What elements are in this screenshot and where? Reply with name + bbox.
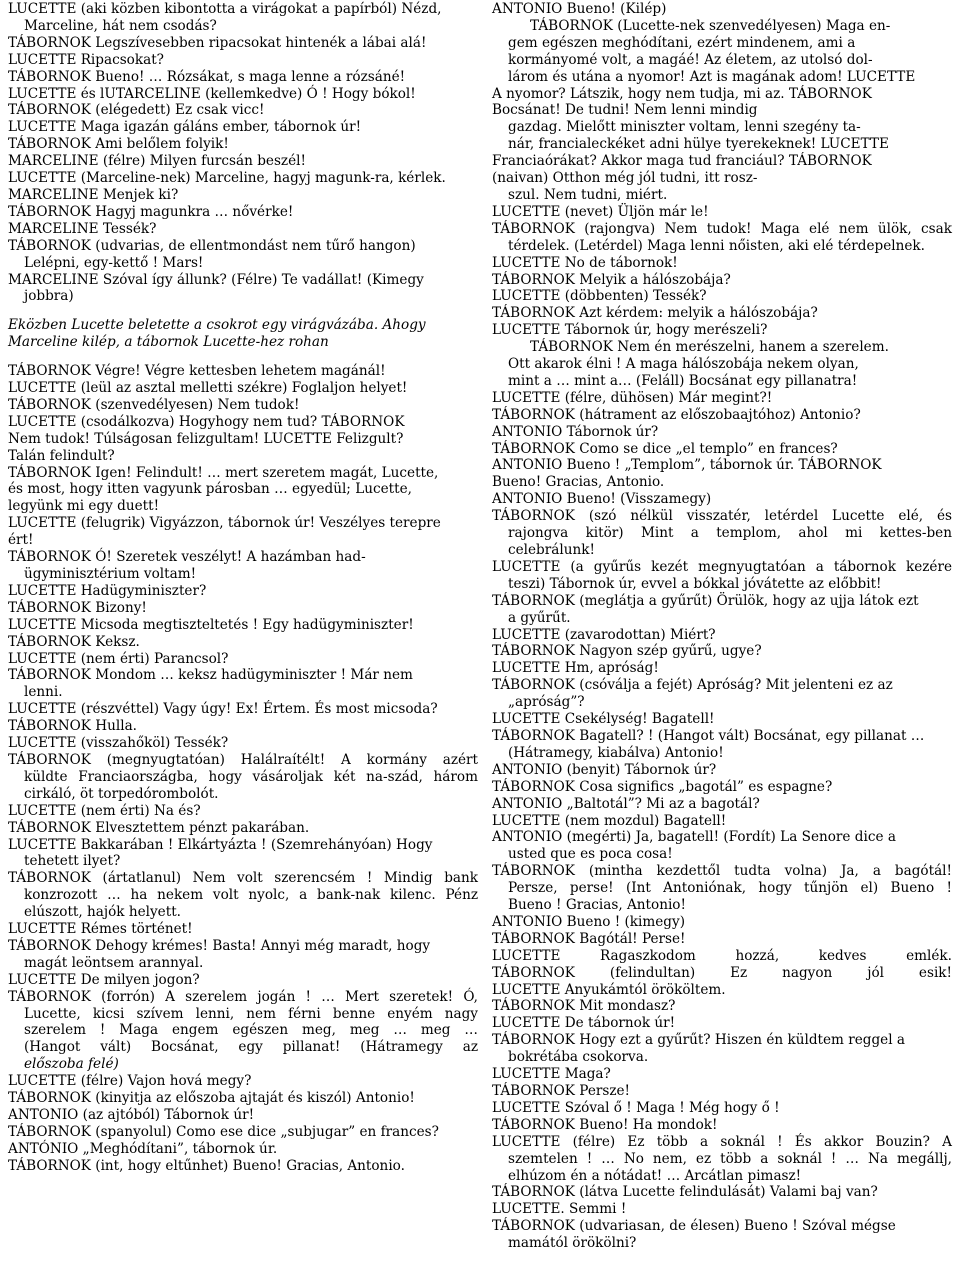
dialogue-line: magát leöntsem arannyal. bbox=[24, 954, 204, 971]
dialogue-line: Bocsánat! De tudni! Nem lenni mindig bbox=[492, 102, 758, 119]
dialogue-line: TÁBORNOK (szenvedélyesen) Nem tudok! bbox=[8, 396, 300, 413]
dialogue-line: TÁBORNOK Nem én merészelni, hanem a szerelem. bbox=[530, 339, 889, 356]
dialogue-line: LUCETTE (felugrik) Vigyázzon, tábornok úr! Veszélyes terepre bbox=[8, 515, 441, 532]
dialogue-line: TÁBORNOK Mondom … keksz hadügyminiszter ! Már nem bbox=[8, 667, 413, 684]
dialogue-line: LUCETTE De tábornok úr! bbox=[492, 1015, 676, 1032]
dialogue-line: LUCETTE (részvéttel) Vagy úgy! Ex! Értem. És most micsoda? bbox=[8, 701, 438, 718]
dialogue-line: LUCETTE (nevet) Üljön már le! bbox=[492, 203, 709, 220]
dialogue-line: térdelek. (Letérdel) Maga lenni nőisten, aki elé térdepelnek. bbox=[508, 237, 925, 254]
dialogue-line: LUCETTE Hadügyminiszter? bbox=[8, 582, 207, 599]
dialogue-line: mamától örökölni? bbox=[508, 1235, 637, 1252]
dialogue-line: a gyűrűt. bbox=[508, 609, 571, 626]
dialogue-line: TÁBORNOK (rajongva) Nem tudok! Maga elé nem ülök, csak bbox=[492, 220, 952, 237]
dialogue-line: mint a … mint a… (Feláll) Bocsánat egy pillanatra! bbox=[508, 372, 858, 389]
dialogue-line: ért! bbox=[8, 532, 34, 549]
dialogue-line: teszi) Tábornok úr, evvel a bókkal jóvátette az előbbit! bbox=[508, 575, 882, 592]
dialogue-line: TÁBORNOK Cosa significs „bagotál” es espagne? bbox=[492, 778, 833, 795]
left-column bbox=[8, 1, 478, 1175]
dialogue-line: lenni. bbox=[24, 684, 63, 701]
dialogue-line: LUCETTE (döbbenten) Tessék? bbox=[492, 288, 707, 305]
dialogue-line: Bueno! Gracias, Antonio. bbox=[492, 474, 665, 491]
dialogue-line: Persze, perse! (Int Antoniónak, hogy tűnjön el) Bueno ! bbox=[508, 880, 952, 897]
dialogue-line: TÁBORNOK Azt kérdem: melyik a hálószobája? bbox=[492, 305, 818, 322]
dialogue-line: A nyomor? Látszik, hogy nem tudja, mi az. TÁBORNOK bbox=[492, 85, 872, 102]
dialogue-line: ANTONIO Bueno ! „Templom”, tábornok úr. TÁBORNOK bbox=[492, 457, 882, 474]
dialogue-line: TÁBORNOK (int, hogy eltűnhet) Bueno! Gracias, Antonio. bbox=[8, 1157, 405, 1174]
dialogue-line: LUCETTE Maga? bbox=[492, 1066, 611, 1083]
dialogue-line: LUCETTE (nem mozdul) Bagatell! bbox=[492, 812, 727, 829]
dialogue-line: LUCETTE De milyen jogon? bbox=[8, 971, 200, 988]
dialogue-line: Nem tudok! Túlságosan felizgultam! LUCETTE Felizgult? bbox=[8, 430, 404, 447]
dialogue-line: LUCETTE (visszahőköl) Tessék? bbox=[8, 735, 229, 752]
dialogue-line: ANTÓNIO „Meghódítani”, tábornok úr. bbox=[8, 1140, 278, 1157]
dialogue-line: elhúzom én a nótádat! … Arcátlan pimasz! bbox=[508, 1167, 802, 1184]
paragraph-spacer bbox=[8, 351, 478, 363]
dialogue-line: TÁBORNOK Bueno! … Rózsákat, s maga lenne a rózsáné! bbox=[8, 68, 406, 85]
dialogue-line: LUCETTE Bakkarában ! Elkártyázta ! (Szemrehányóan) Hogy bbox=[8, 836, 433, 853]
dialogue-line: ANTONIO (az ajtóból) Tábornok úr! bbox=[8, 1107, 255, 1123]
dialogue-line: gazdag. Mielőtt miniszter voltam, lenni szegény ta- bbox=[508, 119, 861, 136]
dialogue-line: LUCETTE (aki közben kibontotta a virágokat a papírból) Nézd, bbox=[8, 1, 442, 17]
dialogue-line: jobbra) bbox=[24, 288, 74, 305]
dialogue-line: TÁBORNOK (forrón) A szerelem jogán ! … Mert szeretek! Ó, bbox=[8, 988, 478, 1005]
right-column bbox=[492, 1, 952, 1252]
dialogue-line: LUCETTE Rémes történet! bbox=[8, 921, 193, 938]
dialogue-line: TÁBORNOK (hátrament az előszobaajtóhoz) Antonio? bbox=[492, 406, 861, 423]
dialogue-line: gem egészen meghódítani, ezért mindenem, ami a bbox=[508, 34, 856, 51]
dialogue-line: LUCETTE Maga igazán gáláns ember, tábornok úr! bbox=[8, 119, 362, 136]
dialogue-line: Marceline, hát nem csodás? bbox=[24, 17, 217, 34]
dialogue-line: Ott akarok élni ! A maga hálószobája nekem olyan, bbox=[508, 356, 859, 373]
dialogue-line: ANTONIO Tábornok úr? bbox=[492, 423, 659, 440]
dialogue-line: TÁBORNOK (szó nélkül visszatér, letérdel Lucette elé, és bbox=[492, 508, 952, 525]
dialogue-line: LUCETTE (Marceline-nek) Marceline, hagyj magunk-ra, kérlek. bbox=[8, 170, 446, 187]
dialogue-line: TÁBORNOK (csóválja a fejét) Apróság? Mit jelenteni ez az bbox=[492, 677, 893, 694]
dialogue-line: TÁBORNOK Dehogy krémes! Basta! Annyi még maradt, hogy bbox=[8, 937, 431, 954]
dialogue-line: Talán felindult? bbox=[8, 447, 115, 464]
dialogue-line: ANTONIO Bueno ! (kimegy) bbox=[492, 913, 685, 930]
dialogue-line: Lucette, kicsi szívem lenni, nem férni benne enyém nagy bbox=[24, 1005, 478, 1022]
dialogue-line: szerelem ! Maga engem egészen meg, meg … meg … bbox=[24, 1022, 478, 1039]
dialogue-line: MARCELINE Szóval így állunk? (Félre) Te vadállat! (Kimegy bbox=[8, 271, 424, 288]
dialogue-line: ANTONIO „Baltotál”? Mi az a bagotál? bbox=[492, 795, 760, 812]
stage-direction-line: Eközben Lucette beletette a csokrot egy virágvázába. Ahogy bbox=[8, 317, 426, 334]
dialogue-line: TÁBORNOK Hagyj magunkra … nővérke! bbox=[8, 203, 294, 220]
dialogue-line: LUCETTE (csodálkozva) Hogyhogy nem tud? TÁBORNOK bbox=[8, 413, 405, 430]
dialogue-line: TÁBORNOK (meglátja a gyűrűt) Örülök, hogy az ujja látok ezt bbox=[492, 592, 919, 609]
dialogue-line: LUCETTE Csekélység! Bagatell! bbox=[492, 711, 715, 728]
dialogue-line: LUCETTE (félre) Ez több a soknál ! És akkor Bouzin? A bbox=[492, 1133, 952, 1150]
dialogue-line: TÁBORNOK Persze! bbox=[492, 1083, 631, 1099]
dialogue-line: TÁBORNOK (megnyugtatóan) Halálraítélt! A kormány azért bbox=[8, 751, 478, 768]
dialogue-line: TÁBORNOK (kinyitja az előszoba ajtaját és kiszól) Antonio! bbox=[8, 1090, 415, 1107]
dialogue-line: TÁBORNOK Hogy ezt a gyűrűt? Hiszen én küldtem reggel a bbox=[492, 1032, 906, 1049]
dialogue-line: TÁBORNOK (udvarias, de ellentmondást nem tűrő hangon) bbox=[8, 237, 416, 254]
dialogue-line: nár, francialeckéket adni hülye tyerekeknek! LUCETTE bbox=[508, 136, 889, 153]
dialogue-line: TÁBORNOK Bagatell? ! (Hangot vált) Bocsánat, egy pillanat … bbox=[492, 727, 925, 744]
dialogue-line: kormányomé volt, a magáé! Az életem, az utolsó dol- bbox=[508, 51, 873, 68]
dialogue-line: TÁBORNOK Bagótál! Perse! bbox=[492, 930, 686, 947]
dialogue-line: TÁBORNOK (felindultan) Ez nagyon jól esik! bbox=[492, 964, 952, 981]
dialogue-line: LUCETTE Szóval ő ! Maga ! Még hogy ő ! bbox=[492, 1099, 780, 1116]
dialogue-line: MARCELINE Menjek ki? bbox=[8, 186, 179, 203]
dialogue-line: LUCETTE (félre, dühösen) Már megint?! bbox=[492, 389, 773, 406]
dialogue-line: TÁBORNOK (udvariasan, de élesen) Bueno ! Szóval mégse bbox=[492, 1218, 896, 1235]
dialogue-line: TÁBORNOK Como se dice „el templo” en frances? bbox=[492, 440, 838, 457]
dialogue-line: TÁBORNOK (ártatlanul) Nem volt szerencsém ! Mindig bank bbox=[8, 870, 478, 887]
dialogue-line: LUCETTE Anyukámtól örököltem. bbox=[492, 981, 726, 998]
dialogue-line: LUCETTE (leül az asztal melletti székre) Foglaljon helyet! bbox=[8, 380, 408, 397]
dialogue-line: LUCETTE (nem érti) Parancsol? bbox=[8, 650, 229, 667]
dialogue-line: TÁBORNOK Mit mondasz? bbox=[492, 998, 676, 1015]
dialogue-line: küldte Franciaországba, hogy vásároljak két na-szád, három bbox=[24, 768, 478, 785]
dialogue-line: TÁBORNOK Ami belőlem folyik! bbox=[8, 136, 229, 153]
dialogue-line: konzrozott … ha nekem volt nyolc, a bank-nak kilenc. Pénz bbox=[24, 887, 478, 904]
dialogue-line: TÁBORNOK Nagyon szép gyűrű, ugye? bbox=[492, 643, 762, 660]
dialogue-line: TÁBORNOK (Lucette-nek szenvedélyesen) Maga en- bbox=[530, 17, 891, 34]
dialogue-line: szul. Nem tudni, miért. bbox=[508, 186, 668, 203]
dialogue-line: TÁBORNOK Végre! Végre kettesben lehetem magánál! bbox=[8, 363, 386, 380]
dialogue-line: TÁBORNOK (mintha kezdettől tudta volna) Ja, a bagótál! bbox=[492, 863, 952, 880]
stage-direction-line: előszoba felé) bbox=[24, 1056, 119, 1073]
dialogue-line: bokrétába csokorva. bbox=[508, 1049, 649, 1066]
dialogue-line: LUCETTE No de tábornok! bbox=[492, 254, 678, 271]
dialogue-line: ügyminisztérium voltam! bbox=[24, 566, 197, 582]
dialogue-line: LUCETTE Hm, apróság! bbox=[492, 660, 659, 677]
dialogue-line: (Hangot vált) Bocsánat, egy pillanat! (Hátramegy az bbox=[24, 1039, 478, 1056]
dialogue-line: LUCETTE. Semmi ! bbox=[492, 1201, 627, 1218]
dialogue-line: cirkáló, öt torpedórombolót. bbox=[24, 785, 219, 802]
paragraph-spacer bbox=[8, 305, 478, 317]
dialogue-line: LUCETTE Ripacsokat? bbox=[8, 51, 164, 68]
dialogue-line: lárom és utána a nyomor! Azt is magának adom! LUCETTE bbox=[508, 68, 916, 85]
dialogue-line: ANTONIO (megérti) Ja, bagatell! (Fordít) La Senore dice a bbox=[492, 829, 896, 846]
dialogue-line: TÁBORNOK Bueno! Ha mondok! bbox=[492, 1116, 718, 1133]
dialogue-line: (naivan) Otthon még jól tudni, itt rosz- bbox=[492, 170, 758, 187]
dialogue-line: LUCETTE (félre) Vajon hová megy? bbox=[8, 1073, 252, 1090]
dialogue-line: TÁBORNOK (látva Lucette felindulását) Valami baj van? bbox=[492, 1184, 878, 1201]
dialogue-line: ANTONIO (benyit) Tábornok úr? bbox=[492, 761, 717, 778]
dialogue-line: TÁBORNOK Elvesztettem pénzt pakarában. bbox=[8, 819, 310, 836]
dialogue-line: LUCETTE Tábornok úr, hogy merészeli? bbox=[492, 322, 768, 339]
dialogue-line: tehetett ilyet? bbox=[24, 853, 121, 870]
dialogue-line: TÁBORNOK (spanyolul) Como ese dice „subjugar” en frances? bbox=[8, 1123, 439, 1140]
dialogue-line: MARCELINE (félre) Milyen furcsán beszél! bbox=[8, 153, 306, 170]
dialogue-line: celebrálunk! bbox=[508, 542, 595, 558]
dialogue-line: Franciaórákat? Akkor maga tud franciául? TÁBORNOK bbox=[492, 153, 872, 170]
dialogue-line: legyünk mi egy duett! bbox=[8, 498, 160, 515]
dialogue-line: rajongva kitör) Mint a templom, ahol mi kettes-ben bbox=[508, 525, 952, 542]
dialogue-line: TÁBORNOK Keksz. bbox=[8, 633, 140, 650]
dialogue-line: TÁBORNOK Hulla. bbox=[8, 718, 138, 735]
dialogue-line: TÁBORNOK Bizony! bbox=[8, 599, 147, 616]
dialogue-line: TÁBORNOK Melyik a hálószobája? bbox=[492, 271, 731, 288]
dialogue-line: LUCETTE és lUTARCELINE (kellemkedve) Ó ! Hogy bókol! bbox=[8, 85, 416, 102]
dialogue-line: és most, hogy itten vagyunk párosban … egyedül; Lucette, bbox=[8, 481, 412, 498]
dialogue-line: Lelépni, egy-kettő ! Mars! bbox=[24, 254, 204, 271]
stage-direction-line: Marceline kilép, a tábornok Lucette-hez rohan bbox=[8, 334, 329, 351]
dialogue-line: Bueno ! Gracias, Antonio! bbox=[508, 897, 686, 914]
dialogue-line: ANTONIO Bueno! (Kilép) bbox=[492, 1, 667, 17]
dialogue-line: usted que es poca cosa! bbox=[508, 846, 673, 863]
dialogue-line: „apróság”? bbox=[508, 694, 585, 711]
dialogue-line: szemtelen ! … No nem, ez több a soknál ! … Na megállj, bbox=[508, 1150, 952, 1167]
dialogue-line: TÁBORNOK Igen! Felindult! … mert szeretem magát, Lucette, bbox=[8, 464, 439, 481]
dialogue-line: TÁBORNOK (elégedett) Ez csak vicc! bbox=[8, 102, 265, 119]
dialogue-line: LUCETTE (nem érti) Na és? bbox=[8, 802, 201, 819]
dialogue-line: ANTONIO Bueno! (Visszamegy) bbox=[492, 491, 712, 508]
dialogue-line: LUCETTE (zavarodottan) Miért? bbox=[492, 626, 716, 643]
dialogue-line: TÁBORNOK Legszívesebben ripacsokat hintenék a lábai alá! bbox=[8, 34, 427, 51]
dialogue-line: LUCETTE Micsoda megtiszteltetés ! Egy hadügyminiszter! bbox=[8, 616, 414, 633]
dialogue-line: TÁBORNOK Ó! Szeretek veszélyt! A hazámban had- bbox=[8, 549, 366, 566]
dialogue-line: LUCETTE (a gyűrűs kezét megnyugtatóan a tábornok kezére bbox=[492, 558, 952, 575]
dialogue-line: LUCETTE Ragaszkodom hozzá, kedves emlék. bbox=[492, 947, 952, 964]
dialogue-line: (Hátramegy, kiabálva) Antonio! bbox=[508, 744, 724, 761]
dialogue-line: MARCELINE Tessék? bbox=[8, 220, 157, 237]
dialogue-line: elúszott, hajók helyett. bbox=[24, 904, 181, 921]
